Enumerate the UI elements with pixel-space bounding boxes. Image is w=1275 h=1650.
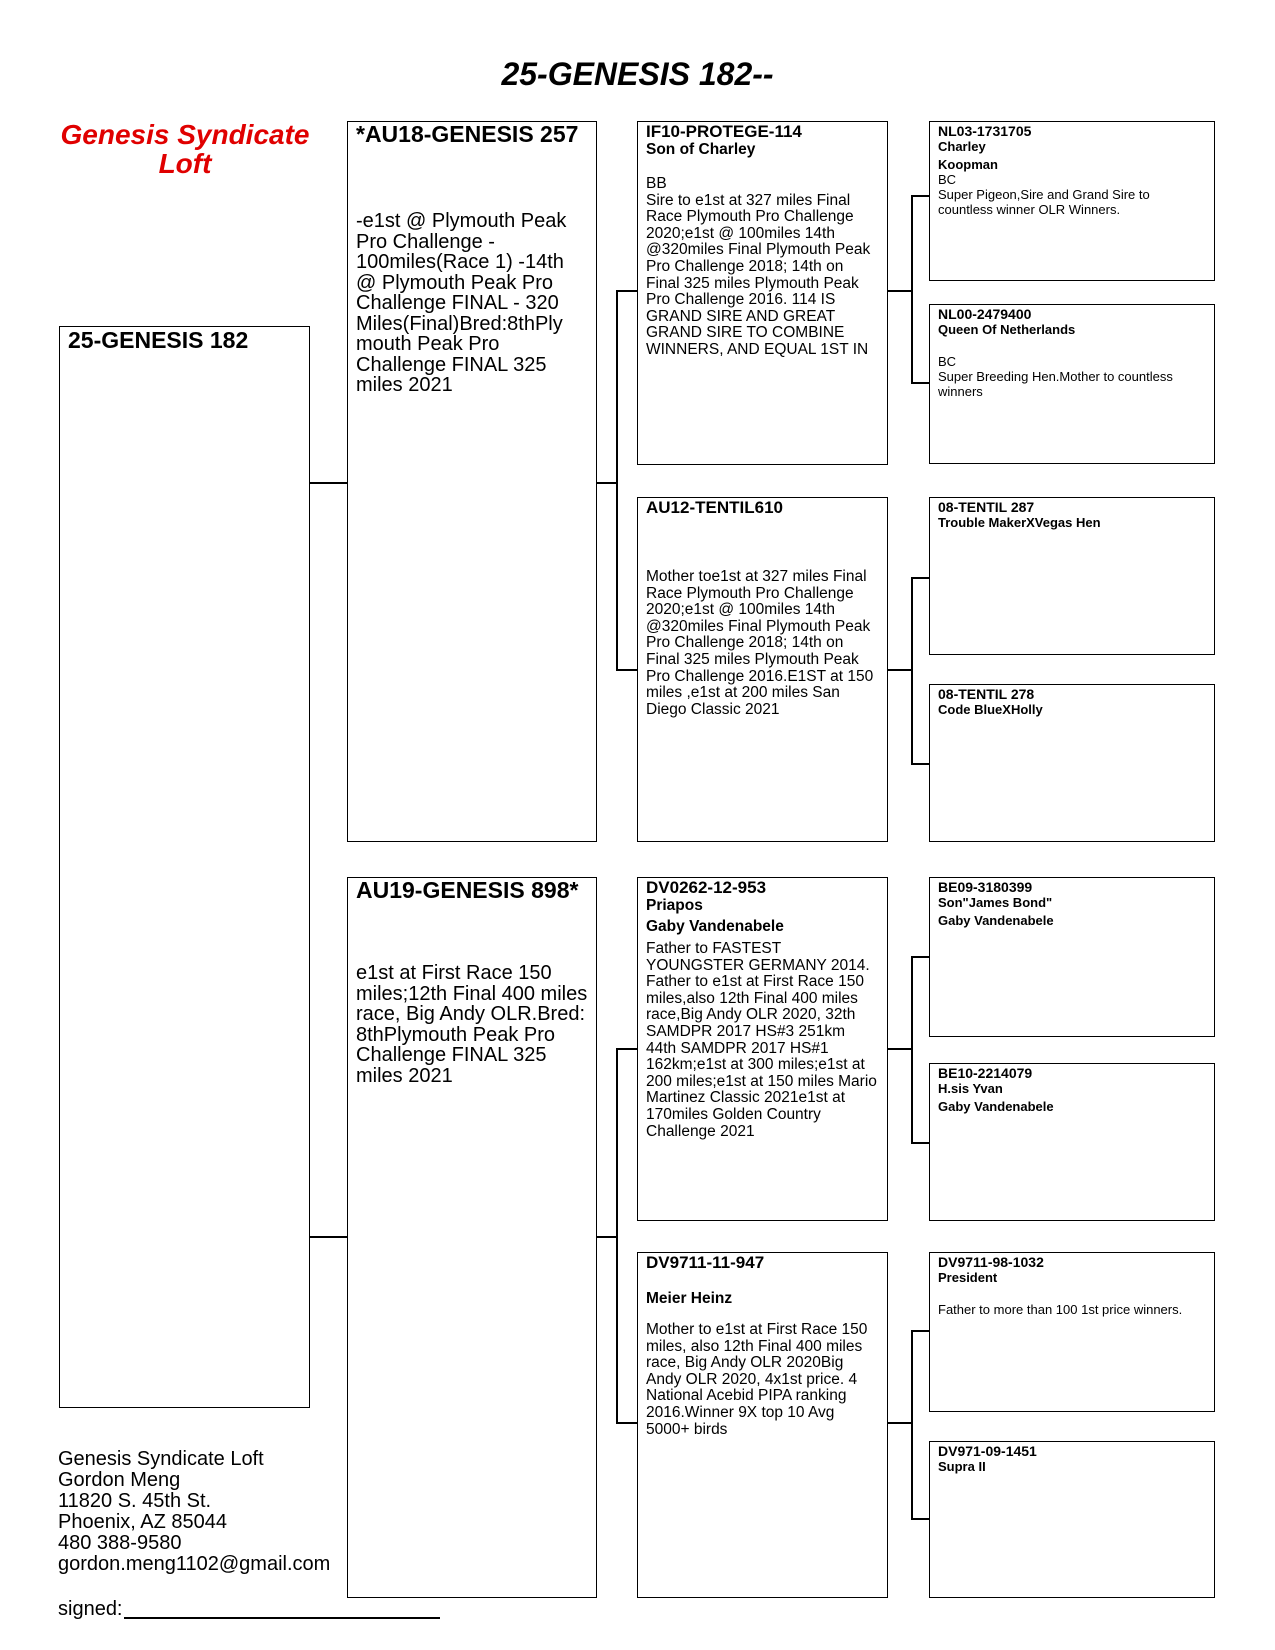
sss-description: Super Pigeon,Sire and Grand Sire to countless winner OLR Winners. <box>938 187 1150 217</box>
sire-dam-id: AU12-TENTIL610 <box>646 498 783 517</box>
dsd-breeder: Gaby Vandenabele <box>938 1099 1054 1114</box>
connector <box>911 1330 929 1332</box>
dsd-name: H.sis Yvan <box>938 1081 1003 1096</box>
connector <box>888 1422 912 1424</box>
signed-label: signed: <box>58 1598 123 1620</box>
dss-name: Son"James Bond" <box>938 895 1053 910</box>
contact-phone: 480 388-9580 <box>58 1532 182 1554</box>
dss-breeder: Gaby Vandenabele <box>938 913 1054 928</box>
dam-dam-box <box>637 1252 888 1598</box>
sds-id: 08-TENTIL 287 <box>938 499 1035 515</box>
sire-sire-name: Son of Charley <box>646 141 756 158</box>
dss-box <box>929 877 1215 1037</box>
dss-id: BE09-3180399 <box>938 879 1033 895</box>
ssd-description: Super Breeding Hen.Mother to countless winners <box>938 369 1173 399</box>
connector <box>310 482 347 484</box>
connector <box>888 669 912 671</box>
connector <box>310 1236 347 1238</box>
connector <box>911 577 929 579</box>
sire-sire-description: Sire to e1st at 327 miles Final Race Plymouth Pro Challenge 2020;e1st @ 100miles 14th @320miles Final Plymouth Peak Pro Challenge 2018; 14th on Final 325 miles Plymouth Peak Pro Challenge 2016. 114 IS GRAND SIRE AND GREAT GRAND SIRE TO COMBINE WINNERS, AND EQUAL 1ST IN <box>646 191 871 358</box>
connector <box>911 956 913 1143</box>
sds-box <box>929 497 1215 655</box>
ssd-id: NL00-2479400 <box>938 306 1032 322</box>
sire-dam-description: Mother toe1st at 327 miles Final Race Plymouth Pro Challenge 2020;e1st @ 100miles 14th @320miles Final Plymouth Peak Pro Challenge 2018; 14th on Final 325 miles Plymouth Peak Pro Challenge 2016.E1ST at 150 miles ,e1st at 200 miles San Diego Classic 2021 <box>646 568 874 718</box>
dam-dam-breeder: Meier Heinz <box>646 1290 733 1307</box>
dam-box <box>347 877 597 1598</box>
sss-breeder: Koopman <box>938 157 998 172</box>
dam-description: e1st at First Race 150 miles;12th Final 400 miles race, Big Andy OLR.Bred: 8thPlymouth Peak Pro Challenge FINAL 325 miles 2021 <box>356 962 588 1087</box>
connector <box>911 382 929 384</box>
connector <box>616 1048 637 1050</box>
sire-description: -e1st @ Plymouth Peak Pro Challenge - 100miles(Race 1) -14th @ Plymouth Peak Pro Challenge FINAL - 320 Miles(Final)Bred:8thPly mouth Peak Pro Challenge FINAL 325 miles 2021 <box>356 210 567 396</box>
contact-email: gordon.meng1102@gmail.com <box>58 1553 331 1575</box>
connector <box>597 1236 617 1238</box>
connector <box>616 1048 618 1423</box>
dam-dam-id: DV9711-11-947 <box>646 1253 765 1272</box>
dsd-box <box>929 1063 1215 1221</box>
connector <box>911 1518 929 1520</box>
loft-name: Genesis Syndicate Loft <box>60 119 310 179</box>
sds-name: Trouble MakerXVegas Hen <box>938 515 1101 530</box>
contact-loft: Genesis Syndicate Loft <box>58 1448 264 1470</box>
signature-line <box>124 1617 440 1619</box>
connector <box>597 482 617 484</box>
dds-box <box>929 1252 1215 1412</box>
dds-name: President <box>938 1270 998 1285</box>
connector <box>616 290 618 670</box>
dds-description: Father to more than 100 1st price winners. <box>938 1302 1183 1317</box>
connector <box>911 1142 929 1144</box>
connector <box>888 1048 912 1050</box>
subject-id: 25-GENESIS 182 <box>68 327 249 353</box>
ddd-box <box>929 1441 1215 1598</box>
ddd-name: Supra II <box>938 1459 986 1474</box>
subject-box <box>59 326 310 1408</box>
pedigree-title: 25-GENESIS 182-- <box>501 56 774 92</box>
connector <box>888 290 912 292</box>
sire-sire-box <box>637 121 888 465</box>
contact-name: Gordon Meng <box>58 1469 181 1491</box>
ssd-box <box>929 304 1215 464</box>
dam-sire-breeder: Gaby Vandenabele <box>646 918 784 935</box>
sss-box <box>929 121 1215 281</box>
connector <box>911 763 929 765</box>
dds-id: DV9711-98-1032 <box>938 1254 1044 1270</box>
connector <box>911 1330 913 1519</box>
contact-city: Phoenix, AZ 85044 <box>58 1511 228 1533</box>
sire-id: *AU18-GENESIS 257 <box>356 121 579 147</box>
connector <box>616 290 637 292</box>
sss-id: NL03-1731705 <box>938 123 1032 139</box>
connector <box>911 195 929 197</box>
connector <box>911 956 929 958</box>
ssd-name: Queen Of Netherlands <box>938 322 1076 337</box>
dam-dam-description: Mother to e1st at First Race 150 miles, also 12th Final 400 miles race, Big Andy OLR 2020Big Andy OLR 2020, 4x1st price. 4 National Acebid PIPA ranking 2016.Winner 9X top 10 Avg 5000+ birds <box>646 1321 868 1438</box>
connector <box>911 195 913 383</box>
sire-sire-id: IF10-PROTEGE-114 <box>646 122 802 141</box>
dam-sire-id: DV0262-12-953 <box>646 878 767 897</box>
sss-name: Charley <box>938 139 986 154</box>
sire-sire-color: BB <box>646 175 667 192</box>
dam-sire-name: Priapos <box>646 897 703 914</box>
sdd-id: 08-TENTIL 278 <box>938 686 1035 702</box>
sdd-name: Code BlueXHolly <box>938 702 1043 717</box>
dam-id: AU19-GENESIS 898* <box>356 877 579 903</box>
contact-street: 11820 S. 45th St. <box>58 1490 212 1512</box>
sdd-box <box>929 684 1215 842</box>
dsd-id: BE10-2214079 <box>938 1065 1033 1081</box>
ssd-color: BC <box>938 354 957 369</box>
connector <box>616 669 637 671</box>
connector <box>911 577 913 764</box>
ddd-id: DV971-09-1451 <box>938 1443 1037 1459</box>
connector <box>616 1422 637 1424</box>
contact-block <box>58 1449 330 1575</box>
dam-sire-box <box>637 877 888 1221</box>
sss-color: BC <box>938 172 957 187</box>
sire-box <box>347 121 597 842</box>
sire-dam-box <box>637 497 888 842</box>
dam-sire-description: Father to FASTEST YOUNGSTER GERMANY 2014. Father to e1st at First Race 150 miles,also 12th Final 400 miles race,Big Andy OLR 2020, 32th SAMDPR 2017 HS#3 251km 44th SAMDPR 2017 HS#1 162km;e1st at 300 miles;e1st at 200 miles;e1st at 150 miles Mario Martinez Classic 2021e1st at 170miles Golden Country Challenge 2021 <box>646 940 877 1140</box>
